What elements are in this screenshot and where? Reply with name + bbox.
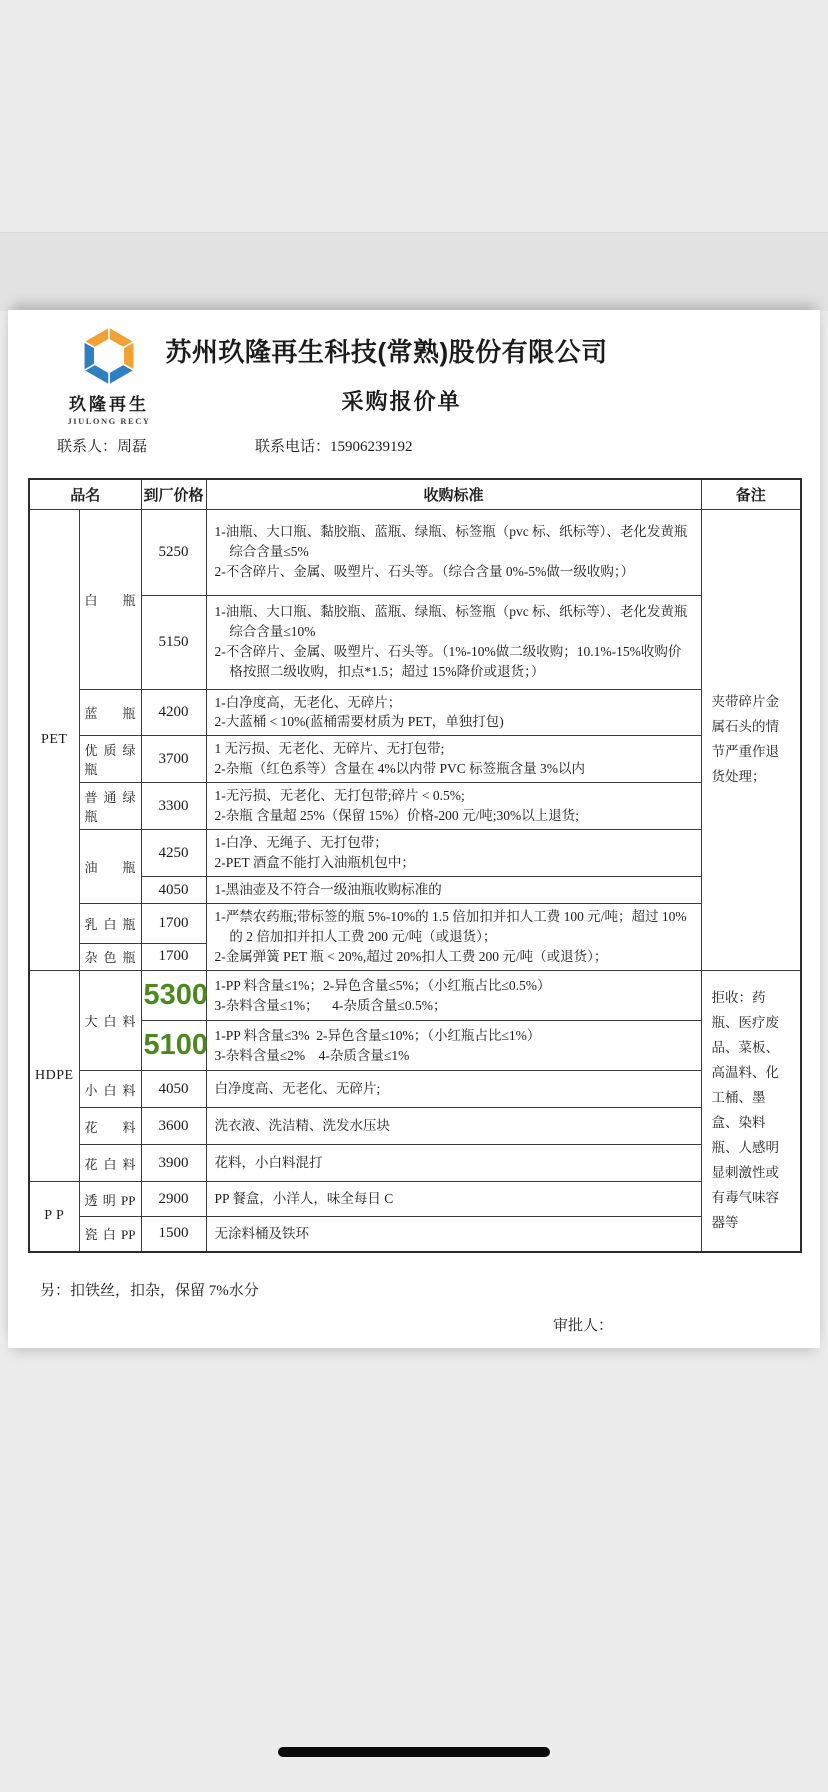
standard-white-2	[206, 595, 701, 689]
price-mixed-color: 1700	[141, 943, 206, 970]
item-oil-bottle: 油瓶	[79, 830, 141, 904]
standard-clear-pp	[206, 1182, 701, 1217]
standard-line: 3-杂料含量≤1%； 4-杂质含量≤0.5%；	[214, 997, 447, 1013]
category-pet: PET	[29, 509, 79, 971]
table-row	[29, 783, 801, 830]
table-row	[29, 904, 801, 944]
price-big-white-1	[141, 971, 209, 1021]
contact-phone-value: 15906239192	[330, 439, 413, 455]
price-blue: 4200	[141, 689, 206, 736]
table-row	[29, 1071, 801, 1108]
standard-line: 1-白净、无绳子、无打包带；	[214, 835, 388, 851]
contact-phone-label: 联系电话：	[255, 439, 331, 455]
standard-line: 2-不含碎片、金属、吸塑片、石头等。（综合含量 0%-5%做一级收购；）	[214, 563, 635, 579]
table-row	[29, 1217, 801, 1252]
item-premium-green-bottle: 优质绿瓶	[79, 736, 141, 783]
standard-flower	[206, 1108, 701, 1145]
standard-oil-2	[206, 877, 701, 904]
standard-small-white	[206, 1071, 701, 1108]
standard-line: 无涂料桶及铁环	[214, 1225, 310, 1241]
company-title: 苏州玖隆再生科技(常熟)股份有限公司	[165, 337, 608, 367]
standard-line: PP 餐盒，小洋人，味全每日 C	[214, 1191, 394, 1207]
price-value-green: 5300	[143, 979, 209, 1012]
standard-line: 2-PET 酒盒不能打入油瓶机包中；	[214, 855, 415, 871]
table-row	[29, 595, 801, 689]
item-normal-green-bottle: 普通绿瓶	[79, 783, 141, 830]
standard-line: 1-油瓶、大口瓶、黏胶瓶、蓝瓶、绿瓶、标签瓶（pvc 标、纸标等）、老化发黄瓶综合含量≤5%	[214, 524, 688, 560]
price-oil-1: 4250	[141, 830, 206, 877]
deduction-note: 另：扣铁丝，扣杂，保留 7%水分	[40, 1282, 259, 1299]
price-milky-white: 1700	[141, 904, 206, 944]
contact-person-value: 周磊	[117, 439, 148, 455]
quotation-document-page	[8, 310, 820, 1348]
table-row	[29, 1145, 801, 1182]
standard-line: 1-严禁农药瓶;带标签的瓶 5%-10%的 1.5 倍加扣并扣人工费 100 元/吨；超过 10%的 2 倍加扣并扣人工费 200 元/吨（或退货）；	[214, 909, 687, 945]
standard-line: 3-杂料含量≤2% 4-杂质含量≤1%	[214, 1047, 410, 1063]
col-header-remark: 备注	[701, 479, 801, 509]
standard-premium-green	[206, 736, 701, 783]
standard-flower-white	[206, 1145, 701, 1182]
price-value-green: 5100	[143, 1029, 209, 1062]
table-header-row	[29, 479, 801, 509]
logo-name-cn: 玖隆再生	[69, 395, 149, 414]
col-header-standard: 收购标准	[206, 479, 701, 509]
standard-line: 洗衣液、洗洁精、洗发水压块	[214, 1118, 391, 1134]
table-row	[29, 689, 801, 736]
price-normal-green: 3300	[141, 783, 206, 830]
price-flower: 3600	[141, 1108, 206, 1145]
item-mixed-color-bottle: 杂色瓶	[79, 943, 141, 970]
document-title: 采购报价单	[341, 389, 462, 414]
table-row	[29, 1108, 801, 1145]
standard-line: 2-不含碎片、金属、吸塑片、石头等。（1%-10%做二级收购；10.1%-15%收购价格按照二级收购，扣点*1.5；超过 15%降价或退货；）	[214, 644, 682, 679]
price-clear-pp: 2900	[141, 1182, 206, 1217]
standard-line: 白净度高、无老化、无碎片;	[214, 1081, 381, 1097]
price-premium-green: 3700	[141, 736, 206, 783]
standard-line: 2-大蓝桶 < 10%(蓝桶需要材质为 PET，单独打包)	[214, 714, 504, 730]
standard-oil-1	[206, 830, 701, 877]
item-clear-pp: 透明PP	[79, 1182, 141, 1217]
photo-background-band	[0, 232, 828, 311]
item-big-white-material: 大白料	[79, 971, 141, 1071]
standard-line: 1-无污损、无老化、无打包带;碎片 < 0.5%;	[214, 788, 465, 804]
table-row	[29, 736, 801, 783]
item-milky-white-bottle: 乳白瓶	[79, 904, 141, 944]
standard-line: 花料，小白料混打	[214, 1155, 323, 1171]
table-row	[29, 830, 801, 877]
standard-line: 1-白净度高，无老化、无碎片；	[214, 694, 402, 710]
standard-big-white-1	[206, 971, 701, 1021]
standard-line: 1 无污损、无老化、无碎片、无打包带;	[214, 741, 445, 757]
price-oil-2: 4050	[141, 877, 206, 904]
price-big-white-2	[141, 1021, 209, 1071]
home-indicator[interactable]	[278, 1747, 550, 1757]
standard-line: 1-PP 料含量≤1%；2-异色含量≤5%；（小红瓶占比≤0.5%）	[214, 977, 551, 993]
col-header-name: 品名	[29, 479, 141, 509]
standard-line: 2-杂瓶 含量超 25%（保留 15%）价格-200 元/吨;30%以上退货;	[214, 808, 579, 824]
category-hdpe: HDPE	[29, 971, 79, 1182]
standard-porcelain-pp	[206, 1217, 701, 1252]
hexagon-recycle-icon	[77, 324, 141, 388]
document-header	[8, 310, 820, 426]
company-logo	[44, 324, 174, 426]
item-blue-bottle: 蓝瓶	[79, 689, 141, 736]
price-white-1: 5250	[141, 509, 206, 595]
price-porcelain-pp: 1500	[141, 1217, 206, 1252]
standard-normal-green	[206, 783, 701, 830]
table-row	[29, 1182, 801, 1217]
item-small-white-material: 小白料	[79, 1071, 141, 1108]
contact-phone	[255, 435, 413, 456]
table-row	[29, 1021, 801, 1071]
table-row	[29, 971, 801, 1021]
contact-person-label: 联系人：	[57, 439, 118, 455]
category-pp: P P	[29, 1182, 79, 1252]
price-table	[28, 478, 802, 1253]
table-row	[29, 877, 801, 904]
logo-name-en: JIULONG RECY	[67, 416, 151, 426]
contact-row	[57, 435, 820, 456]
standard-line: 2-杂瓶（红色系等）含量在 4%以内带 PVC 标签瓶含量 3%以内	[214, 761, 586, 777]
contact-person	[57, 435, 147, 456]
approver-label: 审批人：	[553, 1317, 614, 1334]
standard-white-1	[206, 509, 701, 595]
standard-line: 1-PP 料含量≤3% 2-异色含量≤10%；（小红瓶占比≤1%）	[214, 1027, 541, 1043]
price-small-white: 4050	[141, 1071, 206, 1108]
remark-hdpe-pp: 拒收：药瓶、医疗废品、菜板、高温料、化工桶、墨盒、染料瓶、人感明显刺激性或有毒气味容器等	[701, 971, 801, 1252]
standard-line: 1-黑油壶及不符合一级油瓶收购标准的	[214, 882, 442, 898]
standard-big-white-2	[206, 1021, 701, 1071]
standard-line: 2-金属弹簧 PET 瓶 < 20%,超过 20%扣人工费 200 元/吨（或退货）；	[214, 949, 608, 965]
item-flower-white-material: 花白料	[79, 1145, 141, 1182]
standard-milky-mixed	[206, 904, 701, 971]
standard-line: 1-油瓶、大口瓶、黏胶瓶、蓝瓶、绿瓶、标签瓶（pvc 标、纸标等）、老化发黄瓶综合含量≤10%	[214, 604, 688, 640]
col-header-price: 到厂价格	[141, 479, 206, 509]
price-flower-white: 3900	[141, 1145, 206, 1182]
price-white-2: 5150	[141, 595, 206, 689]
table-row	[29, 509, 801, 595]
item-white-bottle: 白瓶	[79, 509, 141, 689]
remark-pet: 夹带碎片金属石头的情节严重作退货处理；	[701, 509, 801, 971]
item-flower-material: 花料	[79, 1108, 141, 1145]
item-porcelain-pp: 瓷白PP	[79, 1217, 141, 1252]
standard-blue	[206, 689, 701, 736]
